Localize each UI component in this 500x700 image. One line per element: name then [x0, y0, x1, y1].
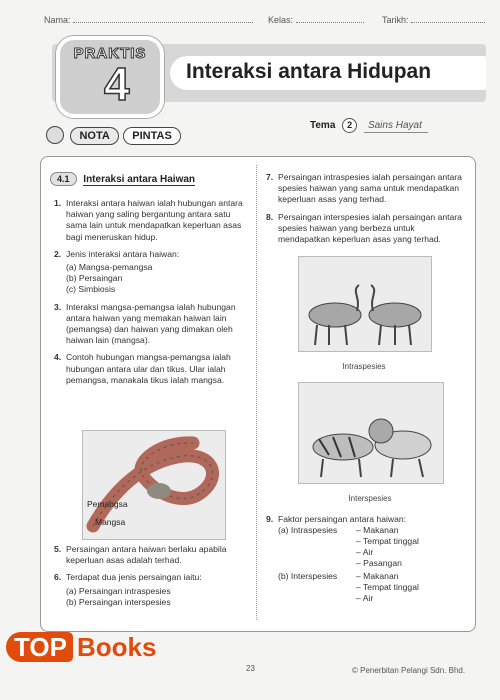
page-title: Interaksi antara Hidupan	[186, 60, 432, 83]
type-b: (b) Persaingan	[66, 273, 123, 284]
list-item: 8. Persaingan interspesies ialah persaingan antara spesies haiwan yang berbeza untuk mendapatkan keperluan asas yang terhad.	[266, 211, 462, 245]
pintas-word: PINTAS	[123, 127, 181, 145]
factors-block	[266, 514, 466, 607]
tarikh-line	[411, 14, 485, 23]
interspesies-image	[298, 382, 444, 484]
interspesies-caption: Interspesies	[348, 494, 392, 503]
list-item: 4. Contoh hubungan mangsa-pemangsa ialah hubungan antara ular dan tikus. Ular ialah pemangsa, manakala tikus ialah mangsa.	[54, 352, 231, 385]
tarikh-field	[382, 14, 485, 25]
deer-illustration	[299, 257, 431, 351]
list-item: 6. Terdapat dua jenis persaingan iaitu:	[54, 572, 202, 583]
publisher: © Penerbitan Pelangi Sdn. Bhd.	[352, 666, 466, 675]
kelas-line	[296, 14, 364, 23]
praktis-label: PRAKTIS	[73, 45, 147, 62]
nota-word: NOTA	[70, 127, 118, 145]
topbooks-logo	[6, 632, 156, 663]
snake-mouse-image	[82, 430, 226, 540]
tiger-lion-illustration	[299, 383, 443, 483]
list-item: 3. Interaksi mangsa-pemangsa ialah hubungan antara haiwan yang memakan haiwan lain (pemangsa) dan haiwan yang dimakan oleh haiwan lain (mangsa).	[54, 301, 236, 346]
list-item: 5. Persaingan antara haiwan berlaku apabila keperluan asas adalah terhad.	[54, 544, 227, 566]
praktis-number: 4	[104, 58, 130, 110]
intra-factors: (a) Intraspesies – Makanan – Tempat tinggal – Air – Pasangan	[278, 525, 419, 569]
tema-number: 2	[342, 118, 357, 133]
kelas-field	[268, 14, 364, 25]
section-number: 4.1	[50, 172, 77, 186]
mangsa-label: Mangsa	[95, 517, 126, 527]
logo-books: Books	[76, 632, 157, 662]
nama-field	[44, 14, 253, 25]
inter-factors: (b) Interspesies – Makanan – Tempat tinggal – Air	[278, 571, 419, 604]
type-a: (a) Mangsa-pemangsa	[66, 262, 153, 273]
competition-a: (a) Persaingan intraspesies	[66, 585, 171, 596]
tema-label	[310, 118, 428, 133]
section-title: Interaksi antara Haiwan	[83, 174, 196, 185]
tema-subject: Sains Hayat	[364, 120, 428, 133]
praktis-badge	[56, 36, 164, 118]
pemangsa-label: Pemangsa	[87, 499, 128, 509]
nama-line	[73, 14, 253, 23]
left-column	[54, 198, 250, 386]
section-heading	[50, 172, 195, 186]
tema-word: Tema	[310, 120, 336, 131]
list-item: 7. Persaingan intraspesies ialah persaingan antara spesies haiwan yang sama untuk mendapatkan keperluan asas yang terhad.	[266, 172, 462, 205]
tarikh-label: Tarikh:	[382, 15, 409, 25]
right-column	[266, 172, 466, 245]
competition-b: (b) Persaingan interspesies	[66, 596, 171, 607]
kelas-label: Kelas:	[268, 15, 294, 25]
column-divider	[256, 165, 257, 620]
nota-pintas-label	[46, 126, 181, 145]
type-c: (c) Simbiosis	[66, 284, 116, 295]
logo-top: TOP	[6, 632, 73, 662]
list-item: 1. Interaksi antara haiwan ialah hubungan antara haiwan yang saling bergantung antara satu sama lain untuk mendapatkan keperluan asas bagi meneruskan hidup.	[54, 198, 243, 242]
intraspesies-image	[298, 256, 432, 352]
page-number: 23	[246, 664, 255, 673]
lightbulb-icon	[46, 126, 64, 144]
list-item: 2. Jenis interaksi antara haiwan:	[54, 248, 180, 259]
intraspesies-caption: Intraspesies	[342, 362, 386, 371]
list-item: 9. Faktor persaingan antara haiwan:	[266, 514, 407, 524]
nama-label: Nama:	[44, 15, 71, 25]
left-column-bottom	[54, 544, 250, 608]
